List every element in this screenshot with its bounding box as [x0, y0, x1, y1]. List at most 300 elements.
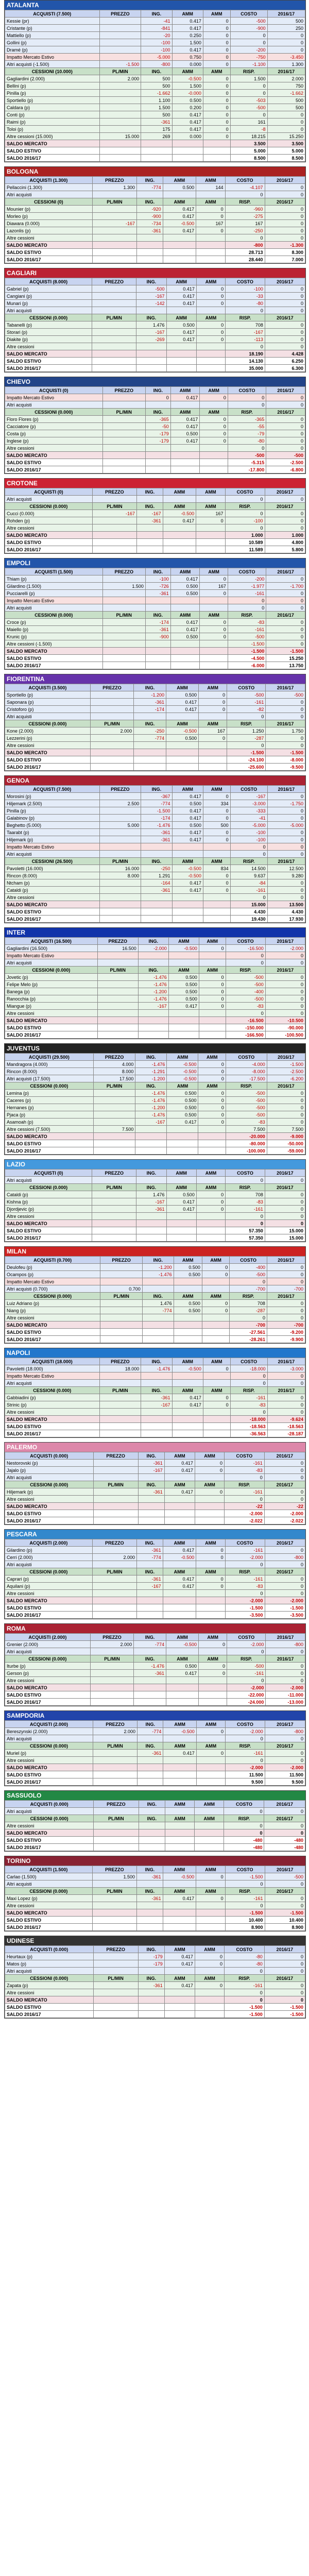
cessioni-header-label: CESSIONI (0.000) — [5, 1888, 93, 1895]
value-cell: 1.476 — [142, 1300, 174, 1307]
team-block-pescara — [4, 1529, 306, 1619]
column-header: AMM — [203, 10, 230, 18]
column-header: COSTO — [225, 1539, 265, 1547]
value-cell: -1.291 — [135, 1068, 167, 1075]
table-row — [5, 1090, 305, 1097]
column-header: ING. — [145, 409, 170, 416]
team-title: GENOA — [5, 776, 305, 785]
column-header: 2016/17 — [267, 1054, 305, 1061]
value-cell: -361 — [141, 118, 172, 126]
saldo-value — [203, 155, 230, 162]
saldo-value — [99, 155, 141, 162]
value-cell: 0.417 — [163, 1583, 196, 1590]
player-name: Lemina (p) — [5, 1090, 94, 1097]
value-cell: 1.500 — [172, 82, 203, 90]
value-cell: 0 — [266, 575, 305, 583]
saldo-row — [5, 1684, 305, 1691]
cessioni-header-label: CESSIONI (0.000) — [5, 503, 93, 510]
saldo-label: SALDO 2016/17 — [5, 1430, 100, 1437]
value-cell: 0 — [265, 1177, 305, 1184]
saldo-label: SALDO 2016/17 — [5, 155, 100, 162]
value-cell — [196, 234, 225, 242]
value-cell: -3.000 — [230, 800, 267, 807]
value-cell: 0 — [266, 437, 305, 445]
value-cell: 0.500 — [167, 1090, 198, 1097]
saldo-value — [199, 1017, 226, 1024]
value-cell: 0 — [196, 1198, 225, 1206]
value-cell: 708 — [226, 1191, 265, 1198]
value-cell: -167 — [92, 510, 136, 517]
value-cell — [92, 1575, 136, 1583]
column-header: AMM — [163, 503, 196, 510]
value-cell: 0.500 — [168, 974, 199, 981]
table-row — [5, 1496, 305, 1503]
table-row — [5, 995, 305, 1003]
column-header: ING. — [141, 1358, 172, 1365]
saldo-label: SALDO MERCATO — [5, 140, 100, 147]
value-cell: 0 — [225, 1590, 265, 1597]
value-cell: 0 — [267, 1278, 305, 1285]
value-cell: 0 — [226, 1177, 265, 1184]
column-header: 2016/17 — [266, 387, 305, 394]
table-row — [5, 1372, 305, 1380]
player-name: Altri acquisti — [5, 604, 103, 612]
column-header: ING. — [134, 684, 166, 691]
saldo-value — [138, 1517, 164, 1524]
table-row — [5, 1257, 305, 1264]
saldo-value — [196, 1778, 225, 1786]
value-cell: 0 — [199, 1003, 226, 1010]
saldo-value — [203, 140, 230, 147]
value-cell: -1.662 — [267, 90, 305, 97]
table-row — [5, 394, 305, 401]
acquisti-header-label: ACQUISTI (2.000) — [5, 1634, 91, 1641]
value-cell: -83 — [230, 1401, 267, 1409]
value-cell: 0 — [265, 329, 305, 336]
column-header: AMM — [166, 1634, 199, 1641]
value-cell — [135, 1126, 167, 1133]
column-header: AMM — [199, 720, 227, 727]
table-row — [5, 959, 305, 967]
player-name: Hernanes (p) — [5, 1104, 94, 1111]
column-header: ING. — [145, 568, 170, 575]
value-cell: -179 — [138, 1960, 164, 1968]
value-cell: 0.417 — [163, 227, 196, 234]
table-row — [5, 619, 305, 626]
column-header: RISP. — [224, 1975, 264, 1982]
saldo-value: -480 — [224, 1837, 264, 1844]
player-name: Kone (2.000) — [5, 727, 91, 735]
saldo-value — [196, 1612, 225, 1619]
column-header: COSTO — [226, 1170, 265, 1177]
value-cell — [196, 1902, 225, 1909]
value-cell: -41 — [141, 18, 172, 25]
value-cell — [93, 1118, 135, 1126]
value-cell — [196, 1177, 225, 1184]
value-cell: 0.500 — [166, 691, 199, 699]
column-header: AMM — [199, 1634, 227, 1641]
value-cell: -161 — [228, 590, 266, 597]
value-cell: 0.417 — [163, 1895, 196, 1902]
player-name: Rincon (8.000) — [5, 872, 100, 879]
saldo-label: SALDO 2016/17 — [5, 764, 91, 771]
column-header: ING. — [138, 1452, 164, 1460]
team-table — [5, 386, 305, 473]
saldo-value — [199, 1699, 227, 1706]
value-cell: 0.417 — [172, 836, 203, 843]
value-cell: 0 — [224, 1822, 264, 1829]
player-name: Diawara (0.000) — [5, 220, 93, 227]
acquisti-header-label: ACQUISTI (0.000) — [5, 1801, 94, 1808]
value-cell — [138, 1010, 168, 1017]
saldo-row — [5, 1430, 305, 1437]
table-row — [5, 496, 305, 503]
column-header: 2016/17 — [265, 1742, 305, 1750]
table-row — [5, 1460, 305, 1467]
value-cell: -361 — [138, 1488, 164, 1496]
value-cell: -100 — [141, 46, 172, 54]
value-cell: 0 — [267, 1401, 305, 1409]
table-row — [5, 843, 305, 851]
saldo-value: -20.000 — [226, 1133, 267, 1140]
player-name: Gabbiadini (p) — [5, 1394, 100, 1401]
value-cell: 0 — [198, 1068, 226, 1075]
value-cell: -0.500 — [172, 75, 203, 82]
column-header: AMM — [170, 612, 200, 619]
value-cell: 0 — [198, 1090, 226, 1097]
value-cell: 0 — [265, 220, 305, 227]
player-name: Dramé (p) — [5, 46, 100, 54]
value-cell: -500 — [230, 18, 267, 25]
player-name: Maxi Lopez (p) — [5, 1895, 93, 1902]
column-header: 2016/17 — [265, 488, 305, 496]
value-cell — [99, 815, 141, 822]
player-name: Morleo (p) — [5, 213, 93, 220]
player-name: Djordjevic (p) — [5, 1206, 92, 1213]
value-cell — [195, 1808, 224, 1815]
value-cell: 0 — [203, 54, 230, 61]
team-title: EMPOLI — [5, 558, 305, 568]
table-row — [5, 815, 305, 822]
team-title: LAZIO — [5, 1160, 305, 1169]
table-row — [5, 1946, 305, 1953]
column-header: 2016/17 — [267, 1358, 305, 1365]
value-cell — [166, 1677, 199, 1684]
saldo-value — [165, 1829, 194, 1837]
value-cell: 0 — [195, 1960, 224, 1968]
column-header: AMM — [195, 1801, 224, 1808]
player-name: Strinic (p) — [5, 1401, 100, 1409]
saldo-value: -18.563 — [230, 1423, 267, 1430]
saldo-row — [5, 1321, 305, 1329]
value-cell — [174, 1278, 202, 1285]
value-cell: 1.300 — [267, 61, 305, 68]
value-cell: -1.476 — [134, 1663, 166, 1670]
value-cell — [92, 496, 136, 503]
player-name: Sportiello (p) — [5, 691, 91, 699]
value-cell: -167 — [230, 793, 267, 800]
value-cell: 0 — [199, 1670, 227, 1677]
value-cell: 0 — [200, 626, 228, 633]
saldo-value: 10.589 — [225, 539, 265, 546]
saldo-value — [172, 901, 203, 908]
value-cell: -365 — [228, 416, 266, 423]
column-header: ING. — [135, 1054, 167, 1061]
team-table — [5, 1452, 305, 1524]
value-cell: 0.500 — [167, 1097, 198, 1104]
table-row — [5, 401, 305, 409]
value-cell: -1.476 — [138, 981, 168, 988]
column-header: PL/MIN — [102, 409, 145, 416]
saldo-value — [92, 249, 136, 256]
value-cell: -250 — [134, 727, 166, 735]
value-cell: -500 — [136, 285, 166, 293]
table-row — [5, 510, 305, 517]
saldo-label: SALDO 2016/17 — [5, 546, 93, 553]
value-cell: 0 — [265, 213, 305, 220]
table-row — [5, 61, 305, 68]
saldo-value: 8.500 — [267, 155, 305, 162]
value-cell: -1.977 — [228, 583, 266, 590]
value-cell: -83 — [228, 619, 266, 626]
value-cell — [92, 300, 136, 307]
value-cell: 0 — [196, 206, 225, 213]
saldo-value — [92, 350, 136, 358]
value-cell: -8.000 — [226, 1068, 267, 1075]
saldo-value: 35.000 — [226, 365, 265, 372]
table-row — [5, 1554, 305, 1561]
saldo-value — [141, 147, 172, 155]
saldo-value — [141, 901, 172, 908]
column-header: AMM — [199, 967, 226, 974]
saldo-value: -6.800 — [266, 466, 305, 473]
value-cell: 0.417 — [172, 111, 203, 118]
value-cell — [141, 1372, 172, 1380]
column-header: 2016/17 — [266, 1655, 305, 1663]
table-row — [5, 184, 305, 191]
column-header: PL/MIN — [92, 503, 136, 510]
saldo-row — [5, 1771, 305, 1778]
saldo-label: SALDO 2016/17 — [5, 1147, 94, 1155]
table-row — [5, 706, 305, 713]
column-header: 2016/17 — [267, 68, 305, 75]
team-table — [5, 10, 305, 162]
value-cell — [163, 234, 196, 242]
value-cell: 500 — [267, 104, 305, 111]
value-cell: 0 — [228, 604, 266, 612]
value-cell: -361 — [137, 517, 163, 524]
player-name: Gollini (p) — [5, 39, 100, 46]
player-name: Altre cessioni — [5, 234, 93, 242]
value-cell: 0 — [266, 626, 305, 633]
value-cell — [142, 1278, 174, 1285]
value-cell: 0 — [196, 293, 225, 300]
saldo-label: SALDO ESTIVO — [5, 1917, 93, 1924]
value-cell — [99, 97, 141, 104]
player-name: Impatto Mercato Estivo — [5, 843, 100, 851]
saldo-label: SALDO MERCATO — [5, 1764, 93, 1771]
value-cell: -361 — [141, 836, 172, 843]
value-cell: 0 — [199, 1663, 227, 1670]
saldo-value — [167, 1147, 198, 1155]
value-cell — [90, 742, 133, 749]
value-cell — [93, 1474, 138, 1481]
value-cell: 7.500 — [93, 1126, 135, 1133]
column-header: AMM — [203, 1358, 230, 1365]
value-cell: 0 — [267, 894, 305, 901]
value-cell: -800 — [141, 61, 172, 68]
value-cell — [99, 894, 141, 901]
saldo-value: -500 — [228, 452, 266, 459]
value-cell: 0.417 — [170, 619, 200, 626]
value-cell — [92, 329, 136, 336]
column-header: AMM — [163, 1539, 196, 1547]
player-name: Altri acquisti — [5, 307, 92, 314]
value-cell: 0.500 — [167, 1111, 198, 1118]
value-cell — [172, 894, 203, 901]
value-cell: 167 — [199, 727, 227, 735]
value-cell: 0.417 — [172, 1394, 203, 1401]
value-cell: 167 — [200, 583, 228, 590]
value-cell: -800 — [265, 1554, 305, 1561]
table-row — [5, 177, 305, 184]
value-cell: 0.250 — [172, 32, 203, 39]
cessioni-header-label: CESSIONI (0.000) — [5, 720, 91, 727]
value-cell — [166, 307, 196, 314]
value-cell: 0 — [225, 1561, 265, 1568]
team-title: PESCARA — [5, 1530, 305, 1539]
saldo-value: -22.000 — [227, 1691, 266, 1699]
value-cell: -500 — [226, 981, 265, 988]
column-header: ING. — [137, 1888, 163, 1895]
value-cell: -33 — [226, 293, 265, 300]
saldo-value: 4.430 — [267, 908, 305, 916]
value-cell: 0 — [228, 445, 266, 452]
column-header: AMM — [199, 1655, 227, 1663]
saldo-value — [196, 256, 225, 263]
value-cell: 8.000 — [99, 872, 141, 879]
player-name: Carlao (1.500) — [5, 1873, 93, 1880]
value-cell: 0.417 — [163, 517, 196, 524]
saldo-value — [92, 1917, 136, 1924]
table-row — [5, 133, 305, 140]
team-block-milan — [4, 1246, 306, 1344]
saldo-value: -24.100 — [227, 756, 266, 764]
saldo-row — [5, 1837, 305, 1844]
saldo-value — [170, 648, 200, 655]
value-cell — [102, 640, 145, 648]
saldo-value — [200, 662, 228, 669]
column-header: 2016/17 — [267, 1387, 305, 1394]
value-cell — [92, 517, 136, 524]
player-name: Toloi (p) — [5, 126, 100, 133]
value-cell: -361 — [141, 829, 172, 836]
value-cell: -1.476 — [135, 1090, 167, 1097]
value-cell — [97, 1003, 138, 1010]
saldo-value — [199, 1024, 226, 1031]
saldo-value — [141, 916, 172, 923]
player-name: Altre cessioni — [5, 1409, 100, 1416]
value-cell: 0.500 — [166, 735, 199, 742]
value-cell — [99, 39, 141, 46]
table-row — [5, 1488, 305, 1496]
value-cell — [199, 1677, 227, 1684]
column-header: PREZZO — [99, 786, 141, 793]
saldo-value: -10.500 — [265, 1017, 305, 1024]
value-cell: 0 — [225, 1902, 265, 1909]
saldo-value — [199, 1684, 227, 1691]
value-cell: -161 — [230, 1394, 267, 1401]
saldo-value: -36.563 — [230, 1430, 267, 1437]
value-cell: 0 — [198, 1061, 226, 1068]
saldo-value — [92, 1220, 136, 1227]
value-cell: 0.500 — [166, 1663, 199, 1670]
player-name: Altre cessioni — [5, 1590, 93, 1597]
value-cell: -500 — [227, 1663, 266, 1670]
value-cell: -100 — [145, 575, 170, 583]
value-cell — [99, 18, 141, 25]
value-cell — [165, 1808, 194, 1815]
value-cell: -174 — [134, 706, 166, 713]
saldo-value — [196, 532, 225, 539]
value-cell — [102, 430, 145, 437]
value-cell — [92, 307, 136, 314]
saldo-value — [196, 249, 225, 256]
saldo-row — [5, 249, 305, 256]
column-header: 2016/17 — [265, 278, 305, 285]
value-cell: -1.500 — [141, 807, 172, 815]
value-cell: 0 — [267, 1090, 305, 1097]
value-cell: 0 — [203, 1365, 230, 1372]
value-cell: 0 — [267, 843, 305, 851]
value-cell: -0.500 — [172, 865, 203, 872]
value-cell: 0 — [196, 213, 225, 220]
value-cell: 0 — [267, 807, 305, 815]
value-cell: 0 — [267, 1104, 305, 1111]
saldo-value: -2.000 — [265, 1597, 305, 1604]
value-cell — [200, 640, 228, 648]
saldo-value — [163, 249, 196, 256]
value-cell — [196, 496, 225, 503]
saldo-row — [5, 1996, 305, 2004]
saldo-label: SALDO 2016/17 — [5, 1924, 93, 1931]
value-cell — [99, 118, 141, 126]
value-cell: -3.450 — [267, 54, 305, 61]
value-cell — [170, 597, 200, 604]
column-header: AMM — [199, 938, 226, 945]
column-header: AMM — [164, 1975, 195, 1982]
team-block-sampdoria — [4, 1710, 306, 1786]
saldo-value: 8.900 — [225, 1924, 265, 1931]
saldo-value — [168, 1017, 199, 1024]
value-cell — [172, 1372, 203, 1380]
column-header: AMM — [163, 198, 196, 206]
column-header: AMM — [166, 1170, 196, 1177]
saldo-label: SALDO MERCATO — [5, 648, 103, 655]
player-name: Ranocchia (p) — [5, 995, 98, 1003]
saldo-value — [142, 1329, 174, 1336]
value-cell: 0 — [265, 343, 305, 350]
saldo-row — [5, 147, 305, 155]
value-cell: 0 — [265, 300, 305, 307]
column-header: COSTO — [226, 938, 265, 945]
value-cell — [163, 191, 196, 198]
value-cell — [164, 1496, 195, 1503]
saldo-value: -480 — [264, 1837, 305, 1844]
saldo-value: -2.000 — [225, 1597, 265, 1604]
value-cell: 1.476 — [136, 321, 166, 329]
saldo-value: 0 — [265, 1220, 305, 1227]
